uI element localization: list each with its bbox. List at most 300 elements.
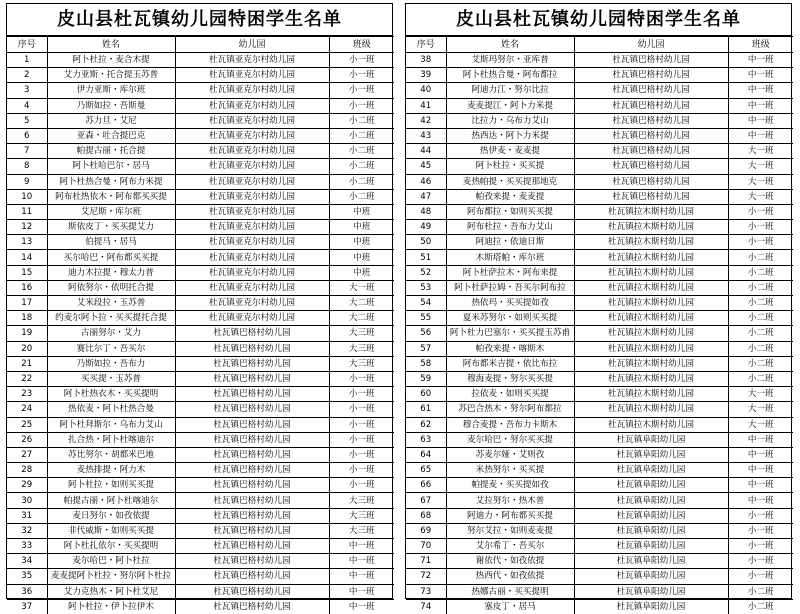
cell-name: 扎合热・阿卜杜喀迪尔: [47, 432, 175, 447]
cell-name: 古丽努尔・艾力: [47, 326, 175, 341]
table-row: [406, 402, 793, 417]
table-row: [7, 326, 394, 341]
table-row: [7, 432, 394, 447]
cell-index: 50: [406, 235, 446, 250]
cell-name: 艾拉努尔・热木普: [446, 493, 574, 508]
cell-class: 小一班: [728, 523, 793, 538]
cell-kindergarten: 杜瓦镇巴格村幼儿园: [175, 417, 329, 432]
cell-index: 63: [406, 432, 446, 447]
cell-kindergarten: 杜瓦镇拉木斯村幼儿园: [574, 265, 728, 280]
cell-index: 20: [7, 341, 47, 356]
cell-name: 麦日努尔・如孜依提: [47, 508, 175, 523]
cell-index: 26: [7, 432, 47, 447]
cell-class: 小二班: [728, 311, 793, 326]
cell-kindergarten: 杜瓦镇亚克尔村幼儿园: [175, 296, 329, 311]
cell-name: 斯依皮丁・买买提艾力: [47, 220, 175, 235]
cell-index: 48: [406, 204, 446, 219]
cell-kindergarten: 杜瓦镇拉木斯村幼儿园: [574, 402, 728, 417]
cell-name: 伯提马・居马: [47, 235, 175, 250]
table-row: [7, 189, 394, 204]
cell-kindergarten: 杜瓦镇阜阳幼儿园: [574, 539, 728, 554]
cell-class: 中一班: [728, 128, 793, 143]
cell-index: 10: [7, 189, 47, 204]
cell-name: 阿卜杜力巴塞尔・买买提玉苏甫: [446, 326, 574, 341]
cell-name: 麦麦提阿卜杜拉・努尔阿卜杜拉: [47, 569, 175, 584]
cell-class: 小一班: [728, 508, 793, 523]
cell-kindergarten: 杜瓦镇阜阳幼儿园: [574, 599, 728, 614]
cell-kindergarten: 杜瓦镇拉木斯村幼儿园: [574, 204, 728, 219]
cell-name: 阿卜杜热合曼・阿布力米提: [47, 174, 175, 189]
cell-name: 伊力亚斯・库尔班: [47, 83, 175, 98]
cell-kindergarten: 杜瓦镇亚克尔村幼儿园: [175, 144, 329, 159]
cell-index: 4: [7, 98, 47, 113]
table-row: [406, 53, 793, 68]
cell-index: 36: [7, 584, 47, 599]
header-kindergarten: 幼儿园: [175, 37, 329, 53]
cell-class: 大一班: [728, 417, 793, 432]
table-row: [406, 356, 793, 371]
cell-name: 塞皮丁・居马: [446, 599, 574, 614]
cell-class: 中班: [329, 204, 394, 219]
cell-index: 61: [406, 402, 446, 417]
cell-class: 中一班: [728, 68, 793, 83]
cell-class: 中一班: [728, 478, 793, 493]
cell-index: 46: [406, 174, 446, 189]
cell-kindergarten: 杜瓦镇拉木斯村幼儿园: [574, 311, 728, 326]
cell-name: 阿布都拉・如则买买提: [446, 204, 574, 219]
cell-class: 中一班: [728, 493, 793, 508]
cell-kindergarten: 杜瓦镇阜阳幼儿园: [574, 478, 728, 493]
header-name: 姓名: [47, 37, 175, 53]
table-row: [7, 569, 394, 584]
cell-name: 非代威斯・如则买买提: [47, 523, 175, 538]
cell-kindergarten: 杜瓦镇巴格村幼儿园: [175, 432, 329, 447]
cell-class: 中班: [329, 220, 394, 235]
cell-kindergarten: 杜瓦镇巴格村幼儿园: [175, 402, 329, 417]
cell-class: 小二班: [728, 584, 793, 599]
cell-name: 阿布杜拉・吾布力艾山: [446, 220, 574, 235]
cell-kindergarten: 杜瓦镇巴格村幼儿园: [574, 128, 728, 143]
cell-kindergarten: 杜瓦镇阜阳幼儿园: [574, 447, 728, 462]
table-row: [406, 265, 793, 280]
cell-class: 大一班: [728, 144, 793, 159]
cell-kindergarten: 杜瓦镇亚克尔村幼儿园: [175, 204, 329, 219]
cell-index: 5: [7, 113, 47, 128]
cell-name: 阿卜杜拉・买买提: [446, 159, 574, 174]
table-row: [406, 508, 793, 523]
cell-kindergarten: 杜瓦镇拉木斯村幼儿园: [574, 387, 728, 402]
cell-name: 麦热排提・阿力木: [47, 463, 175, 478]
cell-name: 买尔哈巴・阿布都买买提: [47, 250, 175, 265]
cell-index: 40: [406, 83, 446, 98]
cell-index: 55: [406, 311, 446, 326]
cell-kindergarten: 杜瓦镇巴格村幼儿园: [574, 113, 728, 128]
cell-index: 38: [406, 53, 446, 68]
cell-index: 56: [406, 326, 446, 341]
cell-class: 大三班: [329, 493, 394, 508]
cell-kindergarten: 杜瓦镇亚克尔村幼儿园: [175, 189, 329, 204]
cell-index: 73: [406, 584, 446, 599]
table-row: [7, 68, 394, 83]
cell-index: 9: [7, 174, 47, 189]
cell-kindergarten: 杜瓦镇亚克尔村幼儿园: [175, 311, 329, 326]
cell-name: 苏巴合热木・努尔阿布都拉: [446, 402, 574, 417]
cell-class: 小二班: [728, 326, 793, 341]
cell-class: 大二班: [329, 296, 394, 311]
cell-class: 小二班: [329, 113, 394, 128]
cell-kindergarten: 杜瓦镇巴格村幼儿园: [574, 98, 728, 113]
cell-class: 大二班: [329, 311, 394, 326]
table-row: [406, 371, 793, 386]
table-row: [7, 508, 394, 523]
cell-kindergarten: 杜瓦镇巴格村幼儿园: [574, 159, 728, 174]
cell-index: 27: [7, 447, 47, 462]
cell-name: 热伊麦・麦麦提: [446, 144, 574, 159]
table-row: [406, 159, 793, 174]
cell-index: 30: [7, 493, 47, 508]
table-row: [7, 113, 394, 128]
cell-index: 32: [7, 523, 47, 538]
cell-index: 59: [406, 371, 446, 386]
cell-class: 大三班: [329, 356, 394, 371]
table-row: [7, 523, 394, 538]
cell-kindergarten: 杜瓦镇亚克尔村幼儿园: [175, 68, 329, 83]
cell-class: 小一班: [728, 554, 793, 569]
cell-kindergarten: 杜瓦镇阜阳幼儿园: [574, 493, 728, 508]
table-row: [406, 235, 793, 250]
roster-sheet-left: [6, 3, 393, 599]
cell-index: 22: [7, 371, 47, 386]
cell-name: 阿卜杜热衣木・买买提明: [47, 387, 175, 402]
table-row: [7, 235, 394, 250]
cell-kindergarten: 杜瓦镇阜阳幼儿园: [574, 569, 728, 584]
cell-name: 阿卜杜萨拉姆・吾买尔阿布拉: [446, 280, 574, 295]
cell-name: 乃斯如拉・吾斯曼: [47, 98, 175, 113]
cell-index: 7: [7, 144, 47, 159]
table-row: [406, 341, 793, 356]
cell-index: 25: [7, 417, 47, 432]
table-row: [406, 204, 793, 219]
sheet-title: 皮山县杜瓦镇幼儿园特困学生名单: [406, 4, 791, 36]
cell-kindergarten: 杜瓦镇亚克尔村幼儿园: [175, 235, 329, 250]
cell-kindergarten: 杜瓦镇巴格村幼儿园: [175, 493, 329, 508]
cell-name: 艾尼斯・库尔班: [47, 204, 175, 219]
cell-name: 穆合麦提・吾布力卡斯木: [446, 417, 574, 432]
table-row: [406, 417, 793, 432]
table-row: [7, 356, 394, 371]
cell-index: 60: [406, 387, 446, 402]
cell-index: 19: [7, 326, 47, 341]
header-kindergarten: 幼儿园: [574, 37, 728, 53]
cell-index: 14: [7, 250, 47, 265]
table-row: [406, 189, 793, 204]
cell-class: 大一班: [728, 189, 793, 204]
cell-index: 45: [406, 159, 446, 174]
cell-name: 阿卜杜扎依尔・买买提明: [47, 539, 175, 554]
cell-kindergarten: 杜瓦镇拉木斯村幼儿园: [574, 220, 728, 235]
table-row: [7, 144, 394, 159]
cell-name: 热依麦・阿卜杜热合曼: [47, 402, 175, 417]
table-row: [7, 53, 394, 68]
cell-index: 29: [7, 478, 47, 493]
cell-class: 小二班: [728, 265, 793, 280]
cell-class: 小二班: [329, 189, 394, 204]
cell-name: 木斯塔帕・库尔班: [446, 250, 574, 265]
cell-class: 中一班: [728, 432, 793, 447]
table-row: [7, 402, 394, 417]
table-body: [7, 53, 394, 614]
table-row: [7, 98, 394, 113]
cell-index: 71: [406, 554, 446, 569]
table-row: [406, 584, 793, 599]
cell-name: 亚森・吐合提巴克: [47, 128, 175, 143]
cell-name: 苏麦尔娅・艾则孜: [446, 447, 574, 462]
table-row: [7, 387, 394, 402]
table-row: [7, 584, 394, 599]
cell-class: 小二班: [728, 356, 793, 371]
cell-name: 阿卜杜哈巴尔・居马: [47, 159, 175, 174]
cell-class: 小一班: [728, 220, 793, 235]
table-row: [7, 83, 394, 98]
cell-index: 65: [406, 463, 446, 478]
cell-kindergarten: 杜瓦镇拉木斯村幼儿园: [574, 341, 728, 356]
cell-kindergarten: 杜瓦镇巴格村幼儿园: [175, 371, 329, 386]
cell-kindergarten: 杜瓦镇巴格村幼儿园: [574, 144, 728, 159]
cell-index: 43: [406, 128, 446, 143]
cell-index: 24: [7, 402, 47, 417]
cell-class: 大一班: [728, 174, 793, 189]
cell-kindergarten: 杜瓦镇阜阳幼儿园: [574, 554, 728, 569]
cell-class: 小一班: [329, 53, 394, 68]
cell-class: 小一班: [329, 402, 394, 417]
cell-kindergarten: 杜瓦镇亚克尔村幼儿园: [175, 280, 329, 295]
cell-kindergarten: 杜瓦镇巴格村幼儿园: [574, 83, 728, 98]
roster-sheet-right: [405, 3, 792, 599]
cell-name: 阿卜杜拜斯尔・乌布力艾山: [47, 417, 175, 432]
table-row: [7, 539, 394, 554]
cell-kindergarten: 杜瓦镇拉木斯村幼儿园: [574, 250, 728, 265]
cell-name: 苏力旦・艾尼: [47, 113, 175, 128]
cell-class: 大三班: [329, 341, 394, 356]
cell-class: 小一班: [329, 417, 394, 432]
cell-name: 阿依努尔・依明托合提: [47, 280, 175, 295]
cell-name: 阿卜杜热合曼・阿布都拉: [446, 68, 574, 83]
cell-name: 比拉力・乌布力艾山: [446, 113, 574, 128]
cell-name: 买买提・玉苏普: [47, 371, 175, 386]
table-row: [406, 98, 793, 113]
cell-kindergarten: 杜瓦镇巴格村幼儿园: [175, 478, 329, 493]
header-row: [7, 37, 394, 53]
cell-kindergarten: 杜瓦镇巴格村幼儿园: [175, 569, 329, 584]
cell-kindergarten: 杜瓦镇亚克尔村幼儿园: [175, 128, 329, 143]
cell-class: 中一班: [329, 569, 394, 584]
cell-index: 31: [7, 508, 47, 523]
cell-name: 热西达・阿卜力米提: [446, 128, 574, 143]
cell-class: 中一班: [728, 447, 793, 462]
cell-class: 小二班: [329, 128, 394, 143]
cell-index: 35: [7, 569, 47, 584]
cell-kindergarten: 杜瓦镇巴格村幼儿园: [574, 53, 728, 68]
table-row: [7, 159, 394, 174]
cell-class: 小二班: [728, 371, 793, 386]
cell-index: 41: [406, 98, 446, 113]
cell-class: 大一班: [728, 387, 793, 402]
header-row: [406, 37, 793, 53]
cell-class: 小二班: [728, 599, 793, 614]
cell-name: 阿卜杜拉・如则买买提: [47, 478, 175, 493]
cell-kindergarten: 杜瓦镇巴格村幼儿园: [574, 174, 728, 189]
cell-kindergarten: 杜瓦镇巴格村幼儿园: [175, 326, 329, 341]
cell-name: 谢依代・如孜依提: [446, 554, 574, 569]
cell-class: 中班: [329, 250, 394, 265]
cell-name: 约麦尔阿卜拉・买买提托合提: [47, 311, 175, 326]
cell-kindergarten: 杜瓦镇亚克尔村幼儿园: [175, 98, 329, 113]
cell-name: 阿卜杜萨拉木・阿布来提: [446, 265, 574, 280]
cell-kindergarten: 杜瓦镇巴格村幼儿园: [175, 599, 329, 614]
cell-index: 52: [406, 265, 446, 280]
cell-kindergarten: 杜瓦镇阜阳幼儿园: [574, 508, 728, 523]
table-row: [406, 493, 793, 508]
cell-index: 18: [7, 311, 47, 326]
cell-class: 大一班: [728, 402, 793, 417]
header-class: 班级: [728, 37, 793, 53]
cell-class: 小二班: [728, 341, 793, 356]
table-row: [7, 371, 394, 386]
cell-class: 小二班: [329, 159, 394, 174]
cell-class: 大一班: [329, 280, 394, 295]
cell-name: 热西代・如孜依提: [446, 569, 574, 584]
cell-kindergarten: 杜瓦镇拉木斯村幼儿园: [574, 417, 728, 432]
table-row: [7, 174, 394, 189]
header-index: 序号: [406, 37, 446, 53]
cell-class: 小一班: [329, 371, 394, 386]
cell-name: 阿卜杜拉・麦合木提: [47, 53, 175, 68]
cell-index: 13: [7, 235, 47, 250]
table-row: [406, 250, 793, 265]
cell-class: 中一班: [728, 53, 793, 68]
cell-class: 中一班: [728, 83, 793, 98]
cell-name: 麦热帕提・买买提那地克: [446, 174, 574, 189]
cell-kindergarten: 杜瓦镇亚克尔村幼儿园: [175, 250, 329, 265]
cell-class: 小一班: [728, 204, 793, 219]
cell-index: 34: [7, 554, 47, 569]
cell-index: 69: [406, 523, 446, 538]
cell-index: 33: [7, 539, 47, 554]
cell-class: 小一班: [329, 432, 394, 447]
cell-kindergarten: 杜瓦镇亚克尔村幼儿园: [175, 174, 329, 189]
cell-index: 67: [406, 493, 446, 508]
cell-class: 小一班: [728, 569, 793, 584]
cell-index: 15: [7, 265, 47, 280]
header-name: 姓名: [446, 37, 574, 53]
table-row: [406, 220, 793, 235]
cell-index: 53: [406, 280, 446, 295]
table-row: [7, 311, 394, 326]
cell-class: 中一班: [329, 554, 394, 569]
table-row: [406, 387, 793, 402]
cell-kindergarten: 杜瓦镇阜阳幼儿园: [574, 432, 728, 447]
cell-name: 帕孜来提・喀斯木: [446, 341, 574, 356]
table-row: [406, 128, 793, 143]
cell-index: 74: [406, 599, 446, 614]
cell-index: 72: [406, 569, 446, 584]
sheet-title: 皮山县杜瓦镇幼儿园特困学生名单: [7, 4, 392, 36]
table-row: [7, 463, 394, 478]
table-row: [406, 478, 793, 493]
table-row: [406, 174, 793, 189]
table-row: [406, 599, 793, 614]
table-row: [7, 265, 394, 280]
cell-name: 艾斯玛努尔・亚库普: [446, 53, 574, 68]
cell-class: 小一班: [329, 478, 394, 493]
cell-index: 11: [7, 204, 47, 219]
cell-name: 麦尔哈巴・阿卜杜拉: [47, 554, 175, 569]
cell-name: 帕提古丽・托合提: [47, 144, 175, 159]
cell-name: 夏米苏努尔・如则买买提: [446, 311, 574, 326]
cell-class: 中一班: [329, 599, 394, 614]
cell-name: 拉依麦・如则买买提: [446, 387, 574, 402]
table-row: [7, 478, 394, 493]
cell-kindergarten: 杜瓦镇亚克尔村幼儿园: [175, 83, 329, 98]
cell-kindergarten: 杜瓦镇巴格村幼儿园: [175, 554, 329, 569]
cell-kindergarten: 杜瓦镇亚克尔村幼儿园: [175, 220, 329, 235]
table-row: [7, 554, 394, 569]
cell-name: 麦麦提江・阿卜力米提: [446, 98, 574, 113]
cell-name: 阿迪力江・努尔比拉: [446, 83, 574, 98]
cell-class: 小一班: [329, 83, 394, 98]
cell-name: 穆海麦提・努尔买买提: [446, 371, 574, 386]
cell-name: 努尔艾拉・如则麦麦提: [446, 523, 574, 538]
cell-kindergarten: 杜瓦镇巴格村幼儿园: [175, 387, 329, 402]
cell-name: 阿布都米吉提・依比布拉: [446, 356, 574, 371]
cell-kindergarten: 杜瓦镇巴格村幼儿园: [574, 189, 728, 204]
cell-kindergarten: 杜瓦镇拉木斯村幼儿园: [574, 235, 728, 250]
cell-name: 艾米段拉・玉苏普: [47, 296, 175, 311]
cell-index: 42: [406, 113, 446, 128]
cell-class: 小一班: [329, 447, 394, 462]
table-row: [406, 113, 793, 128]
cell-name: 米热努尔・买买提: [446, 463, 574, 478]
cell-class: 小二班: [329, 174, 394, 189]
cell-index: 62: [406, 417, 446, 432]
table-row: [7, 220, 394, 235]
cell-kindergarten: 杜瓦镇巴格村幼儿园: [175, 447, 329, 462]
table-row: [7, 204, 394, 219]
table-row: [406, 554, 793, 569]
table-row: [406, 432, 793, 447]
cell-kindergarten: 杜瓦镇巴格村幼儿园: [175, 508, 329, 523]
cell-kindergarten: 杜瓦镇亚克尔村幼儿园: [175, 265, 329, 280]
cell-name: 迪力木拉提・穆太力普: [47, 265, 175, 280]
cell-kindergarten: 杜瓦镇巴格村幼儿园: [175, 463, 329, 478]
table-row: [406, 280, 793, 295]
cell-index: 39: [406, 68, 446, 83]
cell-index: 21: [7, 356, 47, 371]
cell-index: 58: [406, 356, 446, 371]
table-row: [7, 447, 394, 462]
cell-index: 2: [7, 68, 47, 83]
cell-name: 阿迪拉・依迪日斯: [446, 235, 574, 250]
cell-class: 小一班: [329, 463, 394, 478]
cell-name: 艾力克热木・阿卜杜艾尼: [47, 584, 175, 599]
cell-kindergarten: 杜瓦镇巴格村幼儿园: [175, 341, 329, 356]
cell-kindergarten: 杜瓦镇拉木斯村幼儿园: [574, 296, 728, 311]
cell-name: 热依玛・买买提如孜: [446, 296, 574, 311]
cell-index: 12: [7, 220, 47, 235]
table-row: [406, 569, 793, 584]
cell-class: 大三班: [329, 508, 394, 523]
table-row: [406, 144, 793, 159]
